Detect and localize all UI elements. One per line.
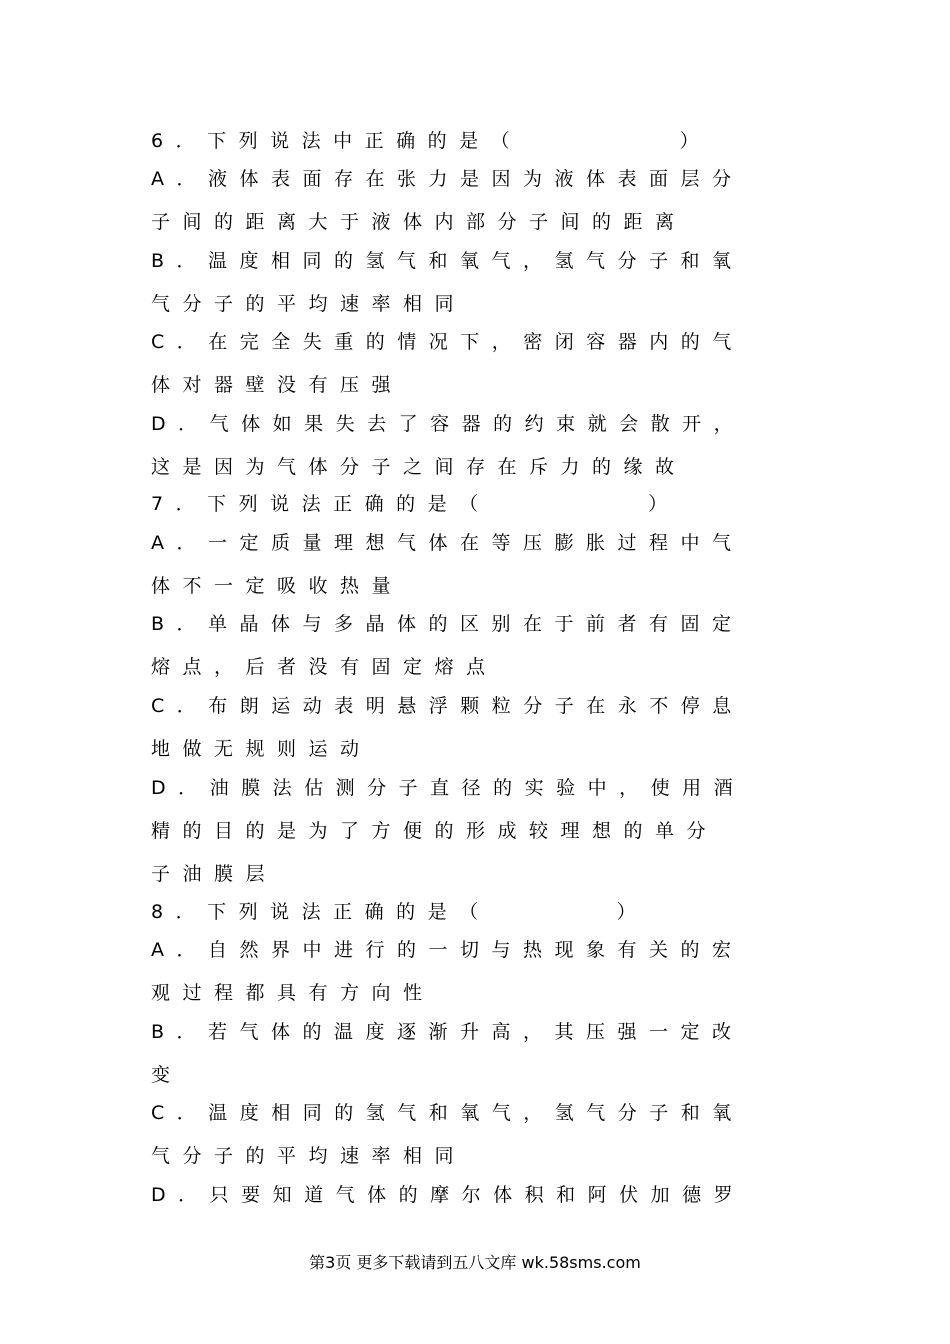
question-stem: 下列说法正确的是 [207, 493, 460, 515]
option-text: 气体如果失去了容器的约束就会散开， [209, 413, 746, 435]
option-text: 一定质量理想气体在等压膨胀过程中气 [208, 532, 744, 554]
option-label: D． [151, 777, 210, 799]
option-a-cont: 体不一定吸收热量 [151, 575, 404, 597]
option-a [151, 531, 791, 555]
page-footer: 第3页 更多下载请到五八文库 wk.58sms.com [309, 1253, 641, 1272]
question-8-stem [151, 900, 791, 924]
option-c-cont: 气分子的平均速率相同 [151, 1145, 467, 1167]
option-text: 单晶体与多晶体的区别在于前者有固定 [208, 613, 744, 635]
option-label: A． [151, 168, 208, 190]
option-c-cont: 体对器壁没有压强 [151, 374, 404, 396]
option-b [151, 612, 791, 636]
option-label: A． [151, 532, 208, 554]
option-a-cont: 子间的距离大于液体内部分子间的距离 [151, 211, 687, 233]
option-d [151, 1183, 791, 1207]
question-number: 8． [151, 901, 208, 923]
option-text: 温度相同的氢气和氧气，氢气分子和氧 [208, 250, 744, 272]
option-b [151, 249, 791, 273]
option-text: 自然界中进行的一切与热现象有关的宏 [208, 939, 744, 961]
option-c [151, 1101, 791, 1125]
option-text: 只要知道气体的摩尔体积和阿伏加德罗 [209, 1184, 746, 1206]
option-a [151, 938, 791, 962]
option-label: B． [151, 250, 209, 272]
option-text: 在完全失重的情况下，密闭容器内的气 [208, 331, 744, 353]
answer-blank: （ ） [459, 901, 649, 923]
option-label: D． [151, 413, 210, 435]
option-label: A． [151, 939, 208, 961]
question-6-stem [151, 129, 791, 153]
option-d-cont: 精的目的是为了方便的形成较理想的单分 [151, 820, 719, 842]
option-text: 布朗运动表明悬浮颗粒分子在永不停息 [208, 695, 744, 717]
question-number: 6． [151, 130, 208, 152]
option-text: 液体表面存在张力是因为液体表面层分 [208, 168, 744, 190]
answer-blank: （ ） [490, 130, 712, 152]
option-a-cont: 观过程都具有方向性 [151, 982, 435, 1004]
option-label: C． [151, 1102, 209, 1124]
option-d [151, 412, 791, 436]
question-7-stem [151, 492, 791, 516]
option-c [151, 694, 791, 718]
option-label: B． [151, 613, 209, 635]
option-text: 温度相同的氢气和氧气，氢气分子和氧 [208, 1102, 744, 1124]
option-d-cont2: 子油膜层 [151, 863, 278, 885]
option-b-cont: 气分子的平均速率相同 [151, 293, 467, 315]
option-d [151, 776, 791, 800]
option-d-cont: 这是因为气体分子之间存在斥力的缘故 [151, 456, 687, 478]
option-b-cont: 熔点，后者没有固定熔点 [151, 656, 498, 678]
option-b [151, 1020, 791, 1044]
option-a [151, 167, 791, 191]
option-b-cont: 变 [151, 1064, 183, 1086]
answer-blank: （ ） [459, 493, 680, 515]
option-text: 若气体的温度逐渐升高，其压强一定改 [208, 1021, 744, 1043]
option-c [151, 330, 791, 354]
question-stem: 下列说法中正确的是 [207, 130, 491, 152]
option-text: 油膜法估测分子直径的实验中，使用酒 [209, 777, 746, 799]
option-label: C． [151, 331, 209, 353]
question-stem: 下列说法正确的是 [207, 901, 460, 923]
option-label: C． [151, 695, 209, 717]
option-c-cont: 地做无规则运动 [151, 738, 372, 760]
question-number: 7． [151, 493, 208, 515]
option-label: D． [151, 1184, 210, 1206]
option-label: B． [151, 1021, 209, 1043]
